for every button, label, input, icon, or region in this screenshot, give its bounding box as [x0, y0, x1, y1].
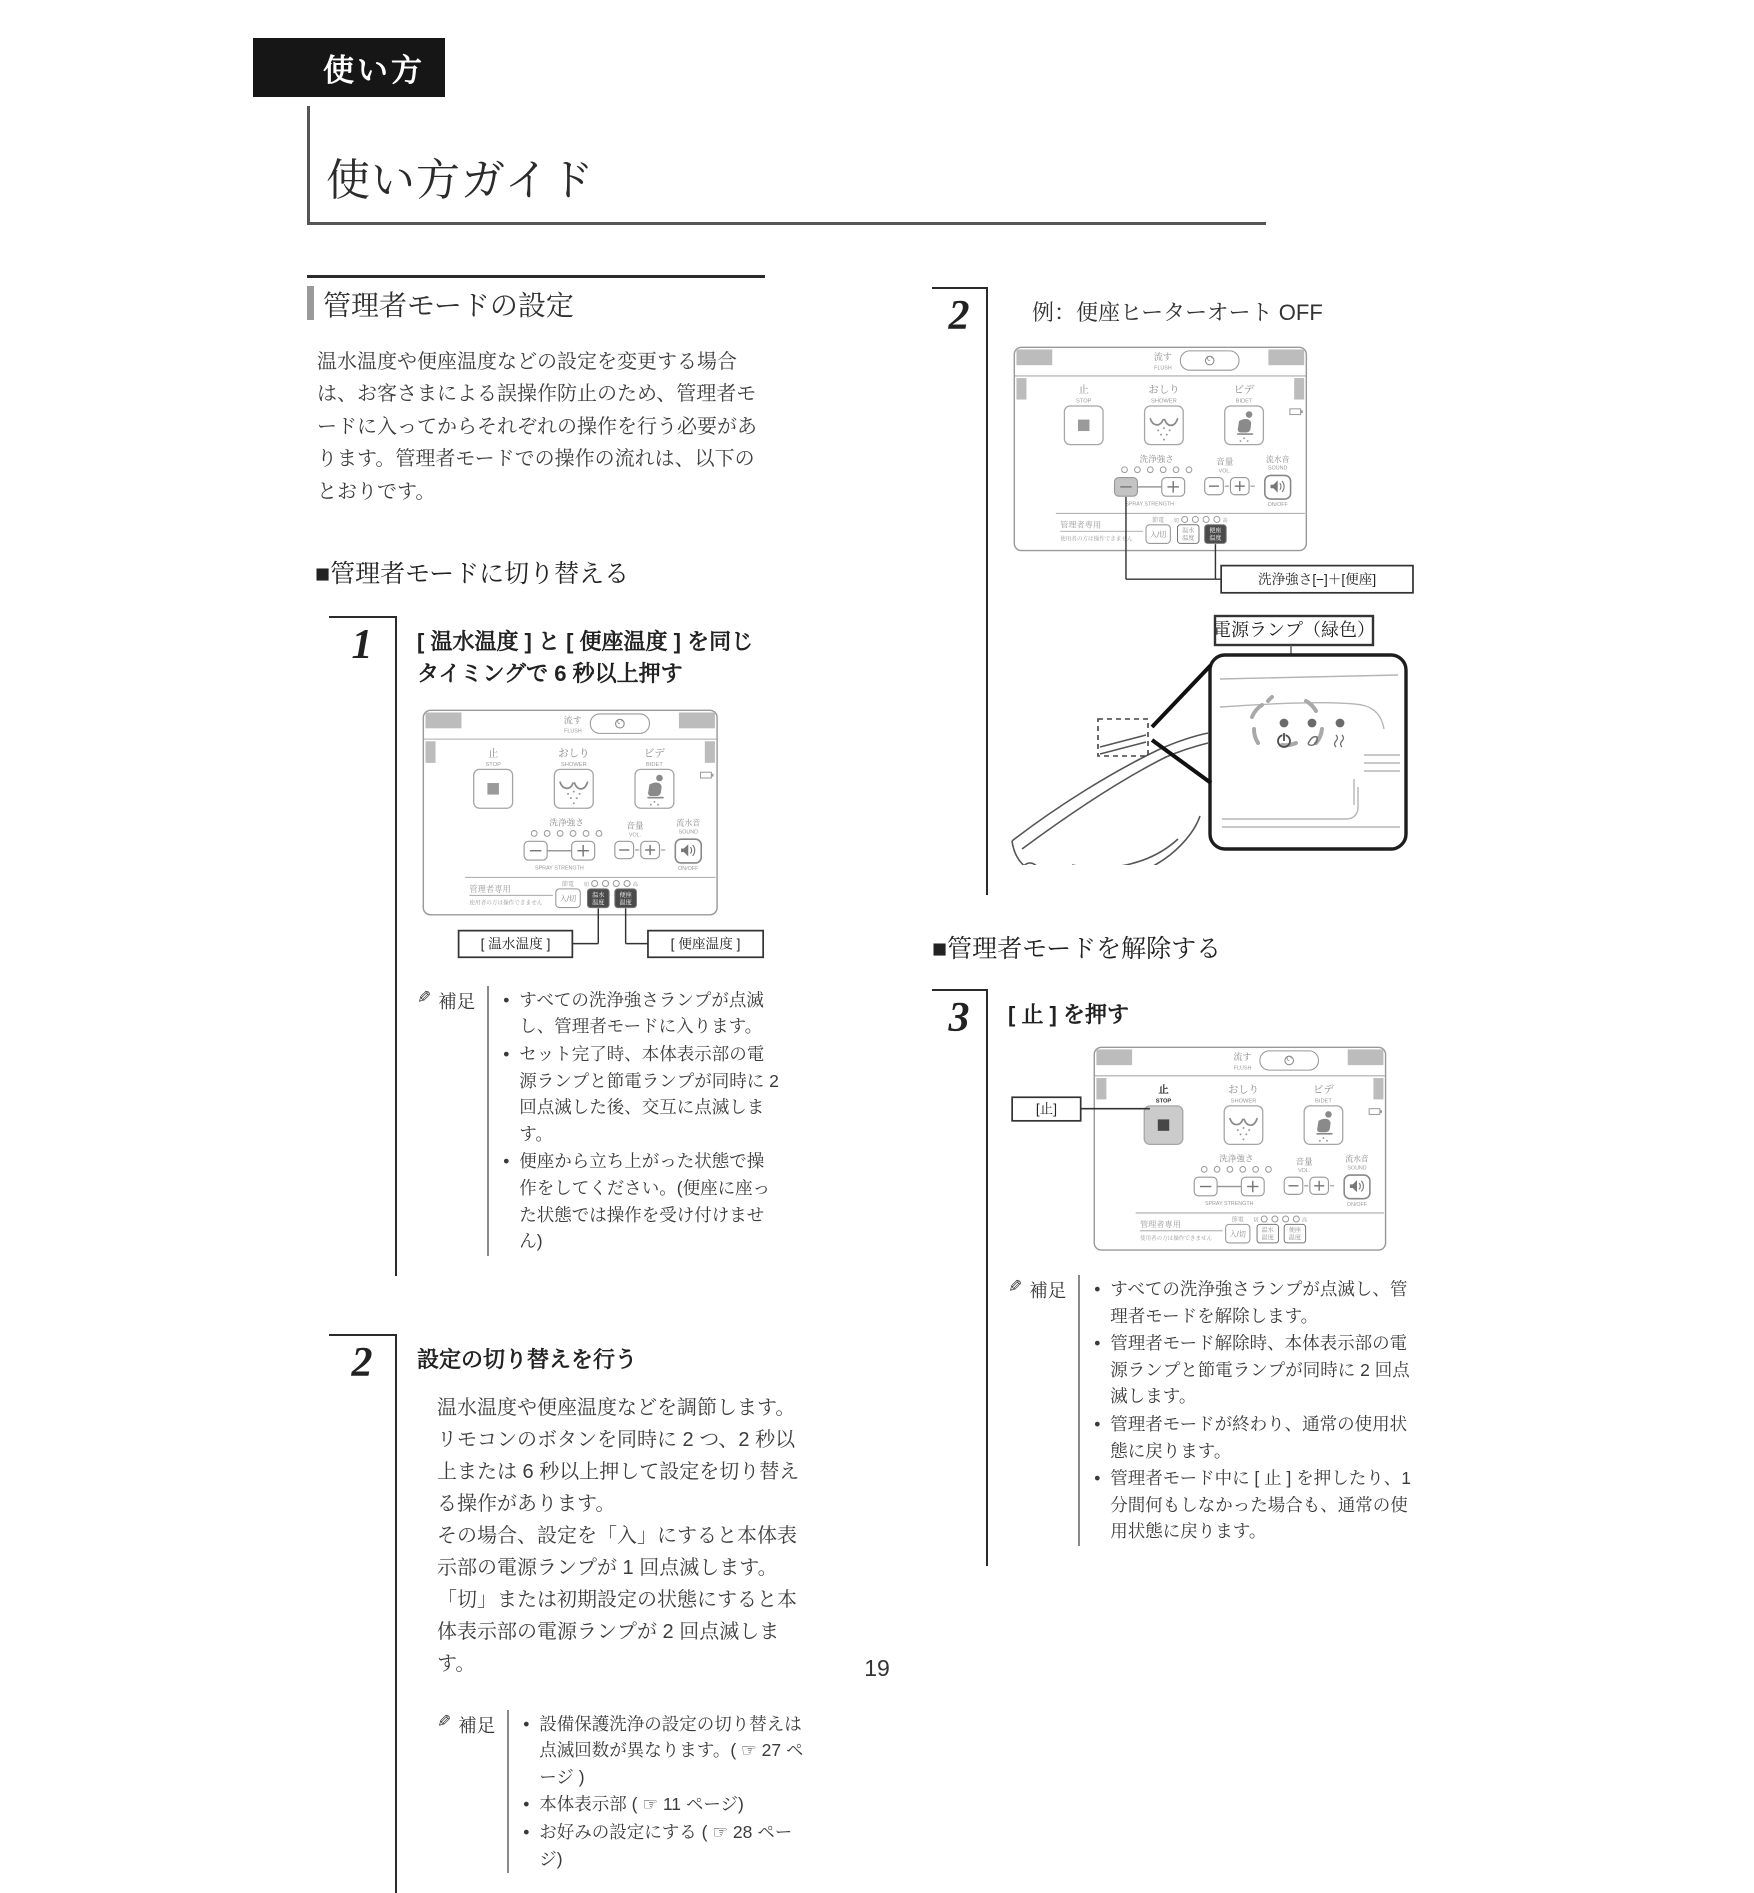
callout-spray-seat-label: 洗浄強さ[−]＋[便座]	[1258, 572, 1377, 588]
remote-step3-svg	[1010, 1043, 1392, 1257]
subsection-release: ■管理者モードを解除する	[932, 934, 1222, 963]
step-2-right-body	[986, 287, 1430, 895]
note-item: • 本体表示部 ( ☞ 11 ページ)	[523, 1791, 811, 1818]
remote-step2-svg	[1010, 343, 1418, 595]
callout-seat-label: [ 便座温度 ]	[670, 936, 741, 952]
note-label: 補足	[438, 990, 476, 1012]
note-1-head	[417, 986, 475, 1256]
title-block	[307, 106, 1266, 225]
magnified-area-box	[1098, 719, 1148, 756]
step-3-body	[986, 989, 1424, 1566]
step-1	[329, 616, 779, 1276]
figure-remote-step1	[419, 706, 779, 968]
paragraph: その場合、設定を「入」にすると本体表示部の電源ランプが 1 回点滅します。	[437, 1524, 797, 1579]
note-item: • 管理者モード中に [ 止 ] を押したり、1 分間何もしなかった場合も、通常の使用状態に戻ります。	[1094, 1465, 1424, 1545]
paragraph: 温水温度や便座温度などを調節します。	[437, 1396, 796, 1419]
note-1	[417, 986, 779, 1256]
step-2-number: 2	[329, 1334, 395, 1893]
step-1-number: 1	[329, 616, 395, 1276]
chapter-tab: 使い方	[253, 38, 445, 97]
callout-hot-water-label: [ 温水温度 ]	[480, 936, 551, 952]
page-number: 19	[864, 1655, 890, 1681]
step-2-right-number: 2	[932, 287, 986, 895]
note-item: • セット完了時、本体表示部の電源ランプと節電ランプが同時に 2 回点滅した後、交互に点滅します。	[503, 1041, 779, 1147]
power-lamp-svg	[1010, 613, 1430, 865]
figure-remote-step3	[1010, 1043, 1424, 1257]
paragraph: リモコンのボタンを同時に 2 つ、2 秒以上または 6 秒以上押して設定を切り替える操作があります。	[437, 1428, 800, 1515]
step-2-body	[395, 1334, 811, 1893]
callout-stop-label: [止]	[1035, 1101, 1057, 1117]
paragraph: 「切」または初期設定の状態にすると本体表示部の電源ランプが 2 回点滅します。	[437, 1588, 797, 1675]
note-3	[1008, 1275, 1424, 1546]
note-3-head	[1008, 1275, 1066, 1546]
subsection-switch: ■管理者モードに切り替える	[315, 559, 630, 588]
step-2-right-heading: 例：便座ヒーターオート OFF	[1032, 300, 1323, 325]
note-item: • 便座から立ち上がった状態で操作をしてください。(便座に座った状態では操作を受け付けません)	[503, 1148, 779, 1254]
figure-power-lamp	[1010, 613, 1430, 865]
note-item: • 設備保護洗浄の設定の切り替えは点滅回数が異なります。( ☞ 27 ページ )	[523, 1711, 811, 1791]
note-2-list	[507, 1710, 811, 1874]
left-column	[307, 275, 804, 1893]
step-2-paragraphs	[437, 1392, 811, 1680]
note-item: • すべての洗浄強さランプが点滅し、管理者モードを解除します。	[1094, 1276, 1424, 1329]
section-title: 管理者モードの設定	[323, 290, 574, 321]
note-item: • お好みの設定にする ( ☞ 28 ページ)	[523, 1819, 811, 1872]
display-panel	[1210, 655, 1406, 849]
magnifier-lines	[1152, 665, 1211, 783]
step-3	[932, 989, 1424, 1566]
right-column	[932, 275, 1424, 1566]
pencil-icon: ✎	[437, 1711, 452, 1731]
note-1-list	[487, 986, 779, 1256]
step-3-number: 3	[932, 989, 986, 1566]
section-header-bar	[307, 286, 314, 320]
page-title: 使い方ガイド	[326, 156, 595, 205]
note-2-head	[437, 1710, 495, 1874]
remote-step1-svg	[419, 706, 779, 968]
pencil-icon: ✎	[417, 987, 432, 1007]
toilet-unit-drawing	[1012, 733, 1208, 865]
note-item: • すべての洗浄強さランプが点滅し、管理者モードに入ります。	[503, 987, 779, 1040]
step-1-heading: [ 温水温度 ] と [ 便座温度 ] を同じタイミングで 6 秒以上押す	[417, 628, 754, 686]
power-lamp-label: 電源ランプ（緑色）	[1213, 619, 1375, 640]
figure-remote-step2	[1010, 343, 1430, 595]
section-header	[307, 275, 765, 324]
pencil-icon: ✎	[1008, 1276, 1023, 1296]
note-item: • 管理者モードが終わり、通常の使用状態に戻ります。	[1094, 1411, 1424, 1464]
deodorizer-lamp-dot	[1336, 718, 1345, 727]
step-2-heading: 設定の切り替えを行う	[417, 1346, 638, 1372]
note-label: 補足	[1029, 1279, 1067, 1301]
note-3-list	[1078, 1275, 1424, 1546]
step-2-left	[329, 1334, 804, 1893]
note-item: • 管理者モード解除時、本体表示部の電源ランプと節電ランプが同時に 2 回点滅します。	[1094, 1330, 1424, 1410]
eco-lamp-dot	[1308, 718, 1317, 727]
step-2-right	[932, 287, 1424, 895]
step-3-heading: [ 止 ] を押す	[1008, 1001, 1129, 1027]
section-intro: 温水温度や便座温度などの設定を変更する場合は、お客さまによる誤操作防止のため、管理者モードに入ってからそれぞれの操作を行う必要があります。管理者モードでの操作の流れは、以下のとおりです。	[317, 351, 757, 503]
note-2	[437, 1710, 811, 1874]
note-label: 補足	[458, 1714, 496, 1736]
power-lamp-dot	[1280, 718, 1289, 727]
step-1-body	[395, 616, 779, 1276]
